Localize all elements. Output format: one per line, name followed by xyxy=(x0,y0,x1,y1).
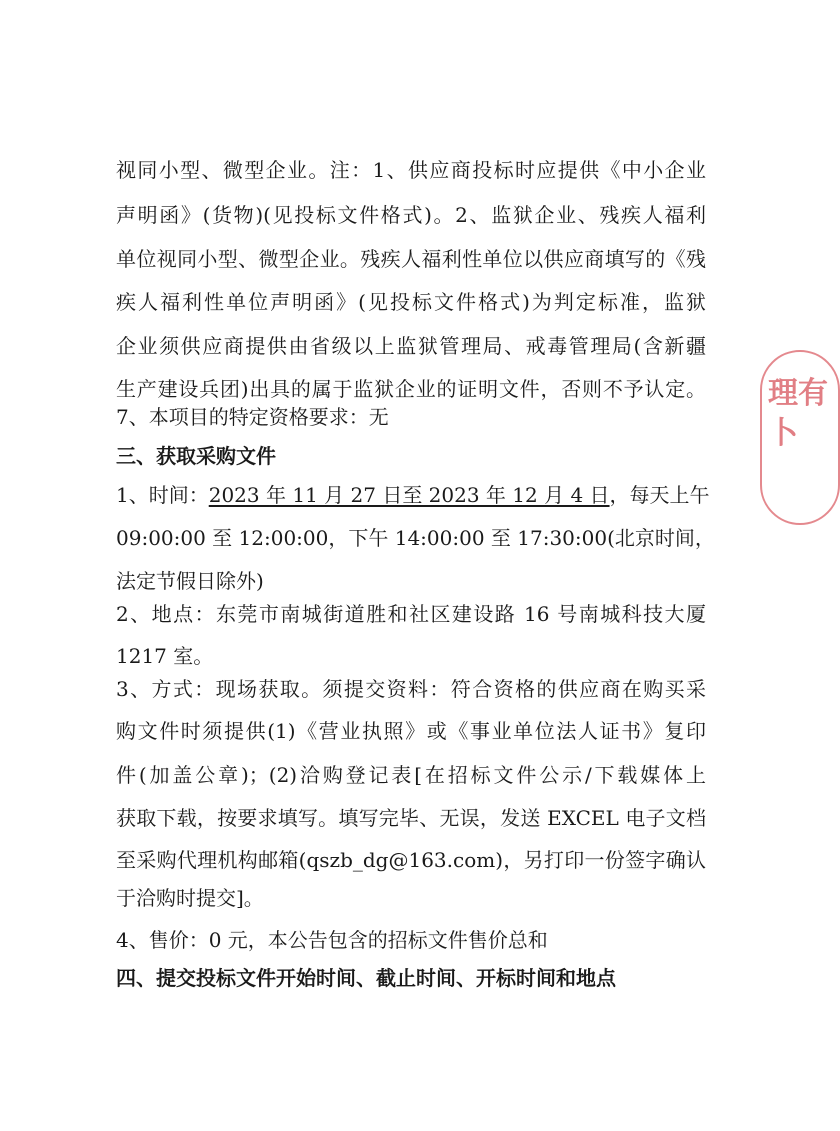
text-line: 获取下载，按要求填写。填写完毕、无误，发送 EXCEL 电子文档 xyxy=(116,806,706,830)
time-range: 2023 年 11 月 27 日至 2023 年 12 月 4 日 xyxy=(208,483,610,507)
text-line: 法定节假日除外) xyxy=(116,569,264,593)
text-line: 1217 室。 xyxy=(116,644,214,668)
text-line: 至采购代理机构邮箱(qszb_dg@163.com)，另打印一份签字确认 xyxy=(116,848,706,872)
text-line: 件(加盖公章)；(2)洽购登记表[在招标文件公示/下载媒体上 xyxy=(116,763,706,787)
text-line: 企业须供应商提供由省级以上监狱管理局、戒毒管理局(含新疆 xyxy=(116,334,706,358)
text-line: 09:00:00 至 12:00:00，下午 14:00:00 至 17:30:00(北京时间， xyxy=(116,526,715,550)
time-prefix: 1、时间： xyxy=(116,483,209,507)
text-line: 于洽购时提交]。 xyxy=(116,886,264,910)
time-line xyxy=(116,480,710,510)
time-suffix: ，每天上午 xyxy=(609,483,710,507)
text-line: 购文件时须提供(1)《营业执照》或《事业单位法人证书》复印 xyxy=(116,719,706,743)
section-heading-3: 三、获取采购文件 xyxy=(116,444,276,468)
text-line: 视同小型、微型企业。注：1、供应商投标时应提供《中小企业 xyxy=(116,158,706,182)
text-line: 4、售价：0 元，本公告包含的招标文件售价总和 xyxy=(116,928,548,952)
text-line: 单位视同小型、微型企业。残疾人福利性单位以供应商填写的《残 xyxy=(116,247,706,271)
text-line: 疾人福利性单位声明函》(见投标文件格式)为判定标准，监狱 xyxy=(116,290,706,314)
text-line: 3、方式：现场获取。须提交资料：符合资格的供应商在购买采 xyxy=(116,677,706,701)
text-line: 7、本项目的特定资格要求：无 xyxy=(116,405,389,429)
red-seal-stamp xyxy=(760,350,840,525)
text-line: 2、地点：东莞市南城街道胜和社区建设路 16 号南城科技大厦 xyxy=(116,602,706,626)
seal-text: 理有 卜 xyxy=(768,376,828,451)
text-line: 声明函》(货物)(见投标文件格式)。2、监狱企业、残疾人福利 xyxy=(116,203,706,227)
section-heading-4: 四、提交投标文件开始时间、截止时间、开标时间和地点 xyxy=(116,966,616,990)
text-line: 生产建设兵团)出具的属于监狱企业的证明文件，否则不予认定。 xyxy=(116,377,706,401)
